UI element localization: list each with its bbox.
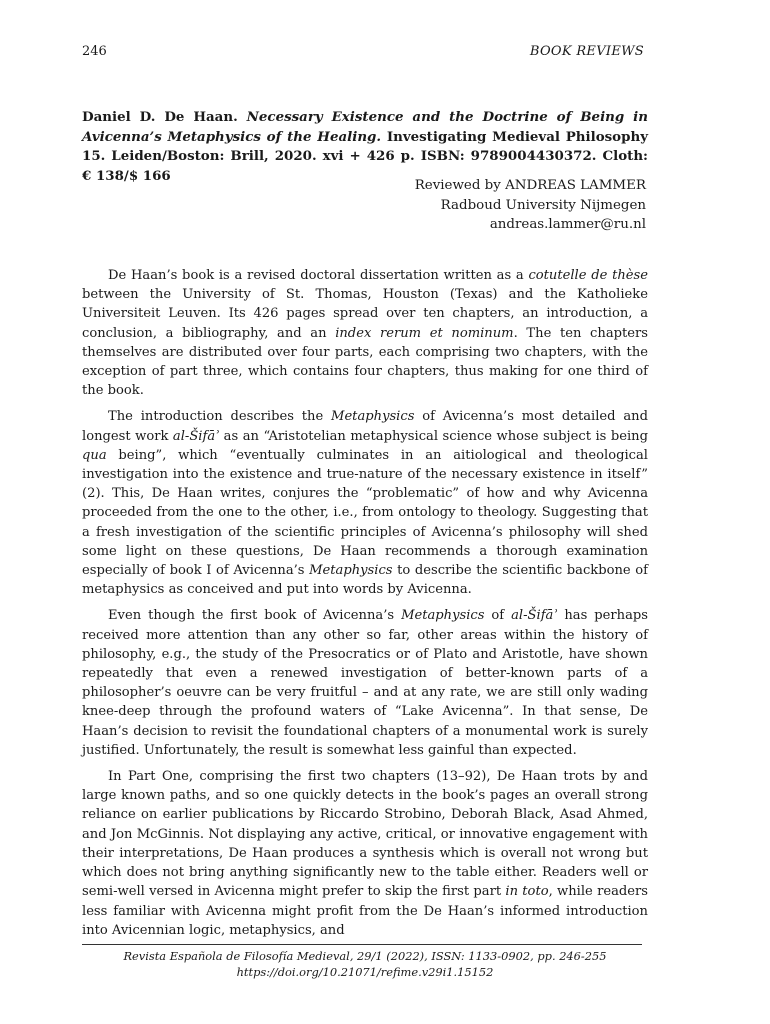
text-run: to describe the scientific backbone of metaphysics as conceived and put into words by Avicenna. [82,563,648,598]
paragraph-3 [82,606,648,760]
paragraph-1 [82,266,648,400]
text-run: being”, which “eventually culminates in an aitiological and theological investigation into the existence and true-nature of the necessary existence in itself” (2). This, De Haan writes, conjures the “problematic” of how and why Avicenna proceeded from the one to the other, i.e., from ontology to theology. Suggesting that a fresh investigation of the scientific principles of Avicenna’s philosophy will shed some light on these questions, De Haan recommends a thorough examination especially of book I of Avicenna’s [82,447,648,579]
reviewer-email[interactable]: andreas.lammer@ru.nl [489,217,646,232]
reviewer-affiliation: Radboud University Nijmegen [440,197,646,213]
book-citation [82,108,648,186]
journal-footer [82,948,648,980]
text-run: , while readers less familiar with Avicenna might profit from the De Haan’s informed introduction into Avicennian logic, metaphysics, and [82,884,648,938]
footer-divider [82,944,642,945]
text-run: of Avicenna’s most detailed and longest work [82,409,648,444]
text-run-italic: Metaphysics [309,563,393,579]
text-run: In Part One, comprising the first two chapters (13–92), De Haan trots by and large known paths, and so one quickly detects in the book’s pages an overall strong reliance on earlier publications by Riccardo Strobino, Deborah Black, Asad Ahmed, and Jon McGinnis. Not displaying any active, critical, or innovative engagement with their interpretations, De Haan produces a synthesis which is overall not wrong but which does not bring anything significantly new to the table either. Readers well or semi-well versed in Avicenna might prefer to skip the first part [82,769,648,900]
text-run-italic: Metaphysics [331,409,415,425]
text-run: . The ten chapters themselves are distributed over four parts, each comprising two chapters, with the exception of part three, which contains four chapters, thus making for one third of the book. [82,325,648,399]
text-run-italic: al-Šifāʾ [172,428,220,444]
text-run: as an “Aristotelian metaphysical science whose subject is being [219,428,648,444]
text-run: has perhaps received more attention than any other so far, other areas within the history of philosophy, e.g., the study of the Presocratics or of Plato and Aristotle, have shown repeatedly that even a renewed investigation of better-known parts of a philosopher’s oeuvre can be very fruitful – and at any rate, we are still only wading knee-deep through the profound waters of “Lake Avicenna”. In that sense, De Haan’s decision to revisit the foundational chapters of a monumental work is surely justified. Unfortunately, the result is somewhat less gainful than expected. [82,608,648,758]
text-run-italic: al-Šifāʾ [511,608,558,624]
text-run-italic: Metaphysics [401,608,485,624]
citation-series: Investigating Medieval Philosophy 15. Leiden/Boston: Brill, 2020. xvi + 426 p. ISBN: 9789004430372. Cloth: € 138/$ 166 [82,128,648,184]
paragraph-2 [82,407,648,599]
text-run-italic: qua [82,447,107,463]
journal-citation: Revista Española de Filosofía Medieval, 29/1 (2022), ISSN: 1133-0902, pp. 246-255 [123,949,607,963]
reviewer-name: Reviewed by ANDREAS LAMMER [414,178,646,193]
text-run-italic: index rerum et nominum [335,325,514,341]
text-run-italic: in toto [505,884,549,900]
page-number: 246 [82,44,107,59]
text-run: of [484,608,512,624]
text-run: The introduction describes the [108,409,332,425]
doi-link[interactable]: https://doi.org/10.21071/refime.v29i1.15152 [236,965,494,979]
paragraph-4 [82,767,648,940]
running-header: BOOK REVIEWS [529,44,644,59]
citation-title: Necessary Existence and the Doctrine of Being in Avicenna’s Metaphysics of the Healing. [82,109,648,145]
text-run: between the University of St. Thomas, Houston (Texas) and the Katholieke Universiteit Leuven. Its 426 pages spread over ten chapters, an introduction, a conclusion, a bibliography, and an [82,287,648,341]
reviewer-block [415,176,646,235]
text-run: Even though the first book of Avicenna’s [108,608,402,624]
text-run: De Haan’s book is a revised doctoral dissertation written as a [108,268,529,283]
review-body [82,266,648,947]
citation-author: Daniel D. De Haan. [82,109,238,125]
text-run-italic: cotutelle de thèse [528,268,648,283]
